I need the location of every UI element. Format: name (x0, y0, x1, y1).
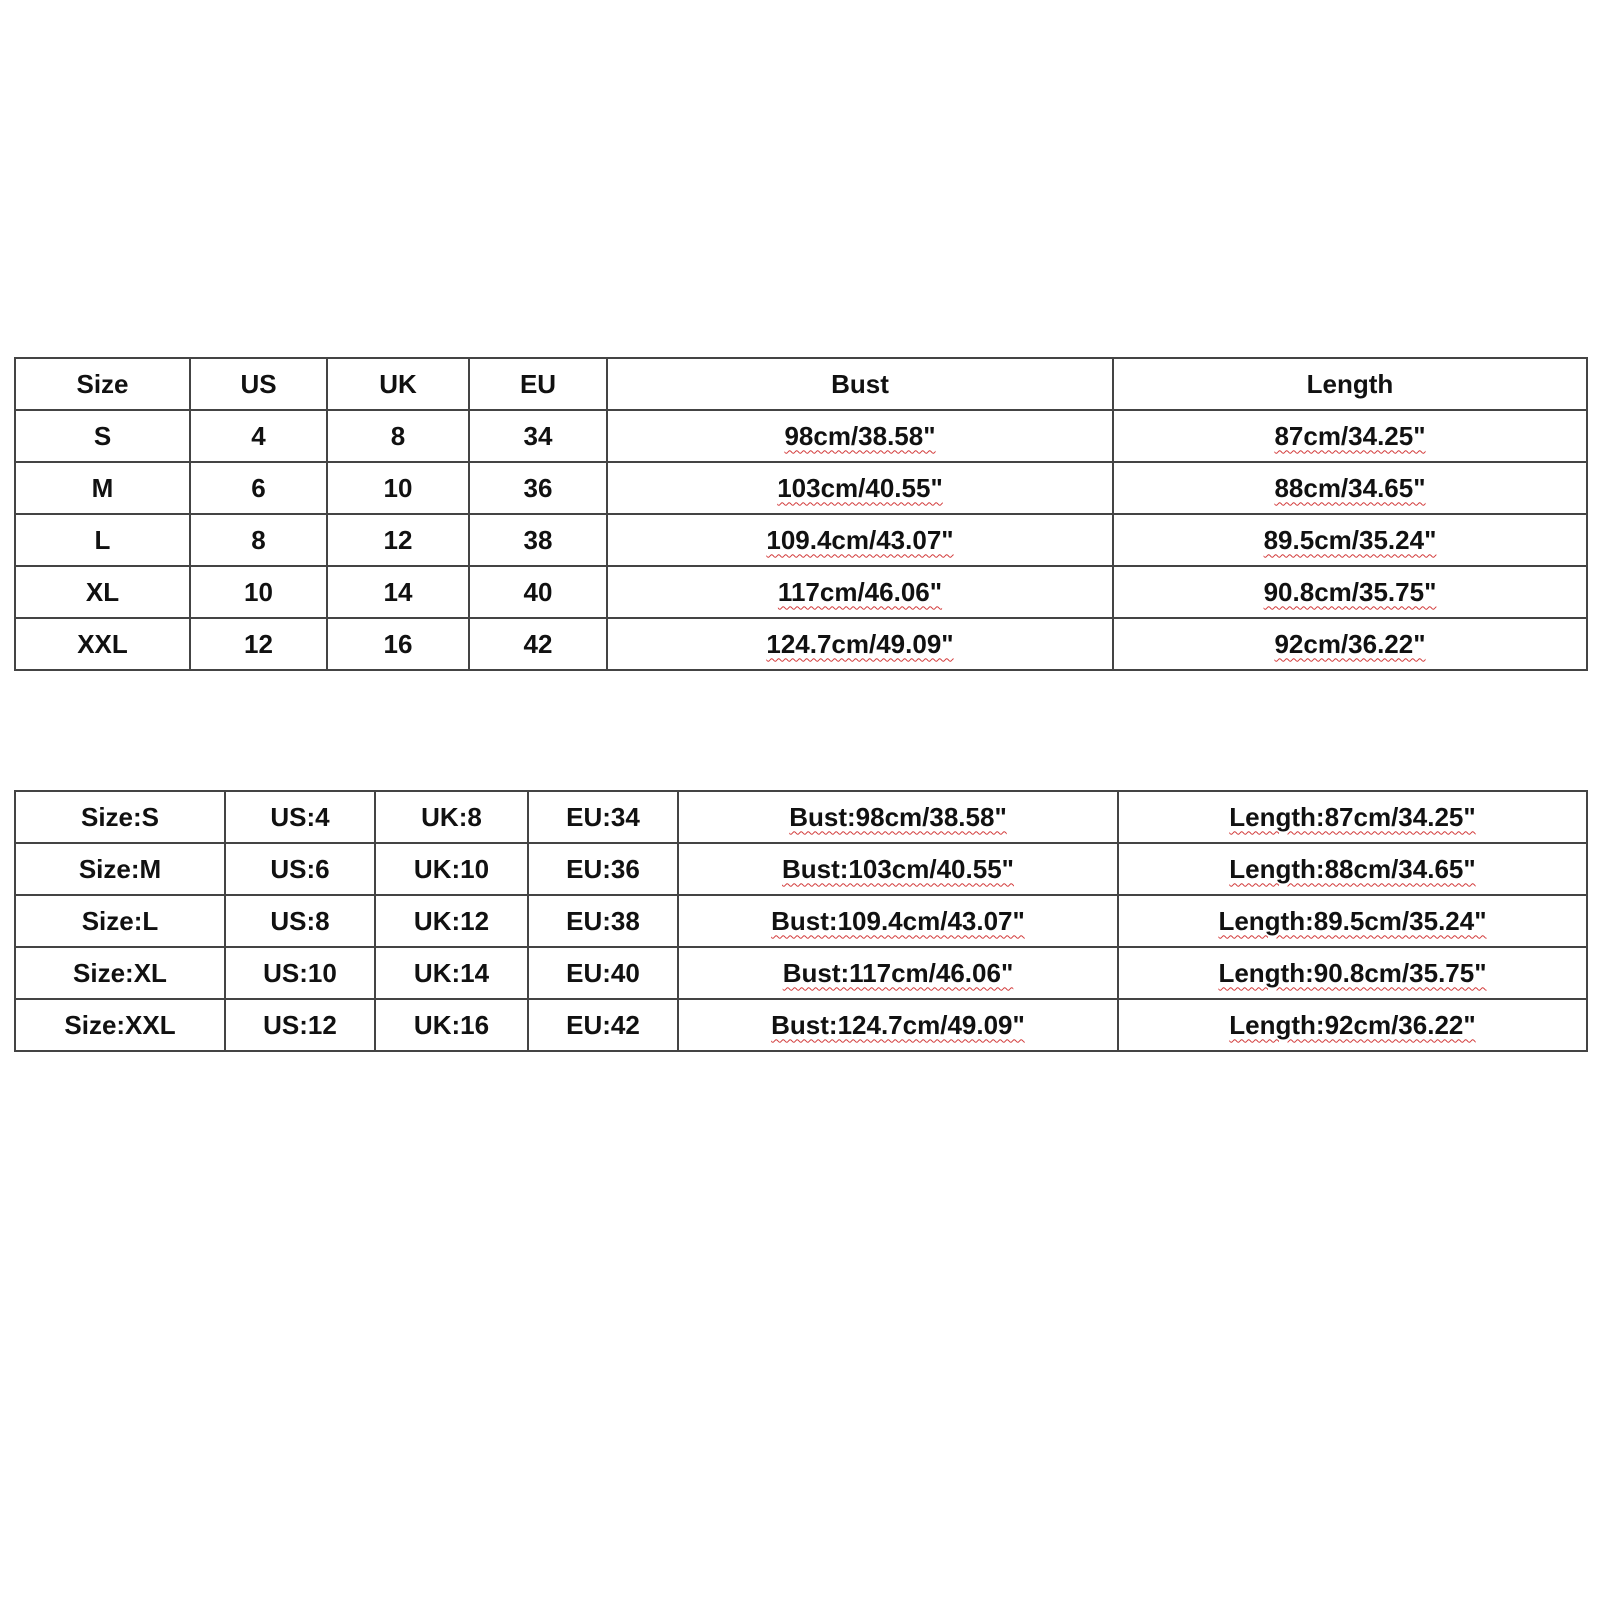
cell-size: M (15, 462, 190, 514)
cell-eu: 38 (469, 514, 607, 566)
cell-uk: UK:14 (375, 947, 528, 999)
cell-length (1118, 791, 1587, 843)
cell-uk: 10 (327, 462, 469, 514)
cell-us: US:8 (225, 895, 375, 947)
cell-size: Size:M (15, 843, 225, 895)
cell-eu: 34 (469, 410, 607, 462)
bust-value: Bust:117cm/46.06" (782, 957, 1014, 988)
cell-size: Size:XL (15, 947, 225, 999)
length-value: 87cm/34.25" (1274, 420, 1426, 451)
size-chart-labeled-table (14, 790, 1588, 1052)
bust-value: 117cm/46.06" (777, 576, 943, 607)
cell-eu: EU:34 (528, 791, 678, 843)
length-value: 88cm/34.65" (1274, 472, 1426, 503)
cell-bust (607, 410, 1113, 462)
cell-eu: EU:42 (528, 999, 678, 1051)
cell-us: 4 (190, 410, 327, 462)
cell-size: XL (15, 566, 190, 618)
cell-eu: EU:40 (528, 947, 678, 999)
cell-length (1113, 514, 1587, 566)
cell-eu: 42 (469, 618, 607, 670)
table-row (15, 566, 1587, 618)
bust-value: Bust:103cm/40.55" (781, 853, 1014, 884)
table-header-row (15, 358, 1587, 410)
bust-value: 103cm/40.55" (777, 472, 943, 503)
table-row (15, 843, 1587, 895)
header-bust: Bust (607, 358, 1113, 410)
cell-us: US:6 (225, 843, 375, 895)
cell-size: Size:L (15, 895, 225, 947)
bust-value: 98cm/38.58" (784, 420, 936, 451)
length-value: Length:88cm/34.65" (1229, 853, 1476, 884)
cell-bust (678, 791, 1118, 843)
table-row (15, 947, 1587, 999)
table-row (15, 999, 1587, 1051)
cell-bust (678, 999, 1118, 1051)
cell-uk: 12 (327, 514, 469, 566)
cell-bust (607, 566, 1113, 618)
length-value: Length:89.5cm/35.24" (1218, 905, 1487, 936)
cell-bust (678, 843, 1118, 895)
cell-size: Size:XXL (15, 999, 225, 1051)
length-value: 90.8cm/35.75" (1263, 576, 1437, 607)
length-value: 89.5cm/35.24" (1263, 524, 1437, 555)
cell-length (1118, 895, 1587, 947)
table-row (15, 514, 1587, 566)
cell-bust (678, 947, 1118, 999)
cell-bust (607, 462, 1113, 514)
table-row (15, 791, 1587, 843)
cell-length (1118, 999, 1587, 1051)
bust-value: Bust:124.7cm/49.09" (771, 1009, 1025, 1040)
table-row (15, 462, 1587, 514)
length-value: Length:92cm/36.22" (1229, 1009, 1476, 1040)
cell-uk: UK:8 (375, 791, 528, 843)
cell-eu: EU:38 (528, 895, 678, 947)
header-size: Size (15, 358, 190, 410)
bust-value: 124.7cm/49.09" (766, 628, 954, 659)
table-row (15, 618, 1587, 670)
cell-bust (678, 895, 1118, 947)
bust-value: Bust:109.4cm/43.07" (771, 905, 1025, 936)
bust-value: Bust:98cm/38.58" (789, 801, 1007, 832)
cell-us: 6 (190, 462, 327, 514)
header-eu: EU (469, 358, 607, 410)
header-length: Length (1113, 358, 1587, 410)
length-value: Length:87cm/34.25" (1229, 801, 1476, 832)
cell-eu: 36 (469, 462, 607, 514)
cell-bust (607, 514, 1113, 566)
size-chart-table (14, 357, 1588, 671)
cell-uk: 8 (327, 410, 469, 462)
header-uk: UK (327, 358, 469, 410)
cell-bust (607, 618, 1113, 670)
cell-eu: EU:36 (528, 843, 678, 895)
cell-uk: 16 (327, 618, 469, 670)
cell-us: US:12 (225, 999, 375, 1051)
cell-size: L (15, 514, 190, 566)
cell-length (1113, 618, 1587, 670)
cell-size: Size:S (15, 791, 225, 843)
cell-us: US:10 (225, 947, 375, 999)
length-value: Length:90.8cm/35.75" (1218, 957, 1487, 988)
cell-us: US:4 (225, 791, 375, 843)
cell-eu: 40 (469, 566, 607, 618)
cell-us: 8 (190, 514, 327, 566)
cell-uk: UK:10 (375, 843, 528, 895)
cell-length (1113, 462, 1587, 514)
table-row (15, 895, 1587, 947)
cell-length (1118, 947, 1587, 999)
cell-length (1113, 566, 1587, 618)
table-row (15, 410, 1587, 462)
length-value: 92cm/36.22" (1274, 628, 1426, 659)
cell-uk: UK:16 (375, 999, 528, 1051)
cell-size: XXL (15, 618, 190, 670)
cell-uk: 14 (327, 566, 469, 618)
cell-uk: UK:12 (375, 895, 528, 947)
bust-value: 109.4cm/43.07" (766, 524, 954, 555)
cell-length (1113, 410, 1587, 462)
cell-us: 12 (190, 618, 327, 670)
cell-size: S (15, 410, 190, 462)
header-us: US (190, 358, 327, 410)
cell-length (1118, 843, 1587, 895)
cell-us: 10 (190, 566, 327, 618)
